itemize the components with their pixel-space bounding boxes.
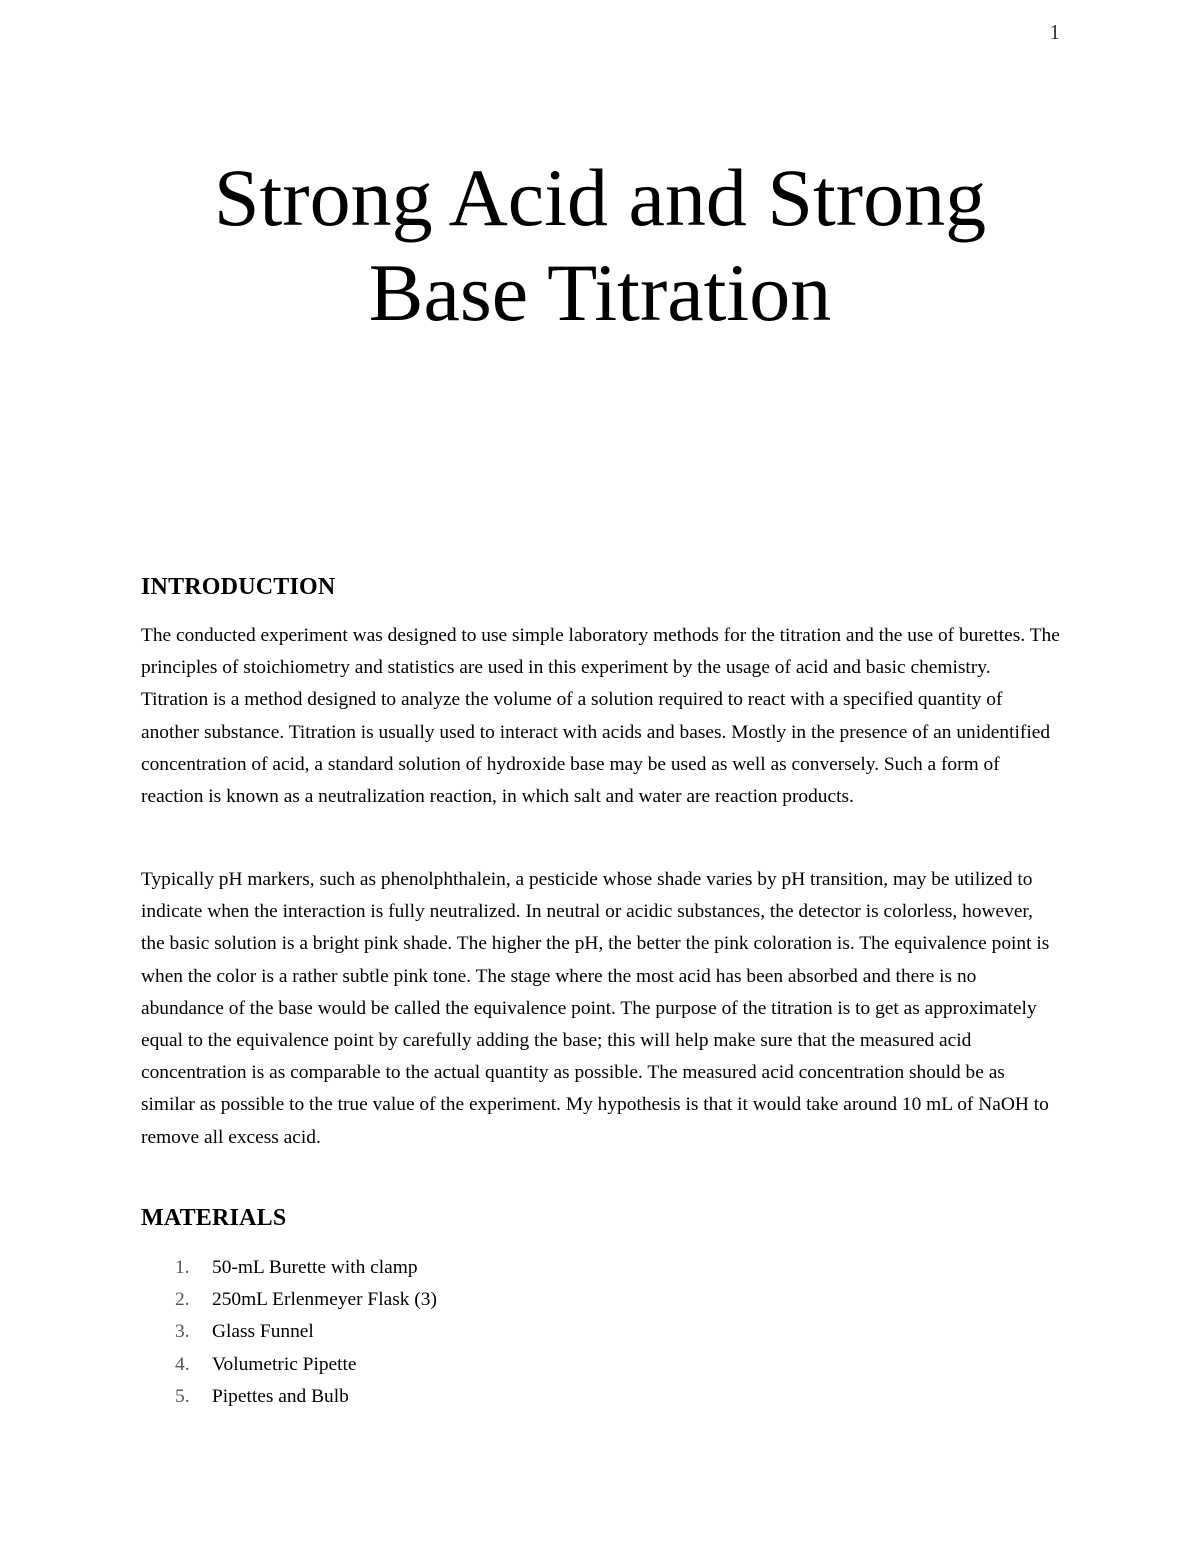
document-title-line-2: Base Titration [368, 247, 832, 338]
introduction-paragraph-2: Typically pH markers, such as phenolphthalein, a pesticide whose shade varies by pH transition, may be utilized to indicate when the interaction is fully neutralized. In neutral or acidic substances, the detector is colorless, however, the basic solution is a bright pink shade. The higher the pH, the better the pink coloration is. The equivalence point is when the color is a rather subtle pink tone. The stage where the most acid has been absorbed and there is no abundance of the base would be called the equivalence point. The purpose of the titration is to get as approximately equal to the equivalence point by carefully adding the base; this will help make sure that the measured acid concentration is as comparable to the actual quantity as possible. The measured acid concentration should be as similar as possible to the true value of the experiment. My hypothesis is that it would take around 10 mL of NaOH to remove all excess acid. [141, 869, 1050, 1148]
list-item [141, 1349, 1061, 1381]
introduction-paragraph-1: The conducted experiment was designed to use simple laboratory methods for the titration and the use of burettes. The principles of stoichiometry and statistics are used in this experiment by the usage of acid and basic chemistry. Titration is a method designed to analyze the volume of a solution required to react with a specified quantity of another substance. Titration is usually used to interact with acids and bases. Mostly in the presence of an unidentified concentration of acid, a standard solution of hydroxide base may be used as well as conversely. Such a form of reaction is known as a neutralization reaction, in which salt and water are reaction products. [141, 625, 1060, 808]
list-item-text: Volumetric Pipette [212, 1353, 357, 1375]
list-item-text: 50-mL Burette with clamp [212, 1257, 418, 1278]
list-item-number: 3. [175, 1321, 190, 1343]
list-item-number: 4. [175, 1353, 190, 1375]
list-item-number: 1. [175, 1257, 190, 1278]
page-number: 1 [1049, 20, 1060, 44]
list-item-text: Pipettes and Bulb [212, 1385, 349, 1407]
list-item [141, 1316, 1061, 1348]
list-item [141, 1284, 1061, 1316]
list-item-number: 2. [175, 1289, 190, 1311]
materials-heading: MATERIALS [141, 1205, 287, 1231]
list-item [141, 1381, 1061, 1413]
list-item-text: 250mL Erlenmeyer Flask (3) [212, 1289, 437, 1311]
list-item-number: 5. [175, 1385, 190, 1407]
introduction-heading: INTRODUCTION [141, 574, 336, 600]
list-item-text: Glass Funnel [212, 1321, 314, 1343]
list-item [141, 1252, 1061, 1284]
document-title [0, 150, 1200, 340]
materials-list [141, 1252, 1061, 1413]
document-title-line-1: Strong Acid and Strong [213, 152, 987, 243]
